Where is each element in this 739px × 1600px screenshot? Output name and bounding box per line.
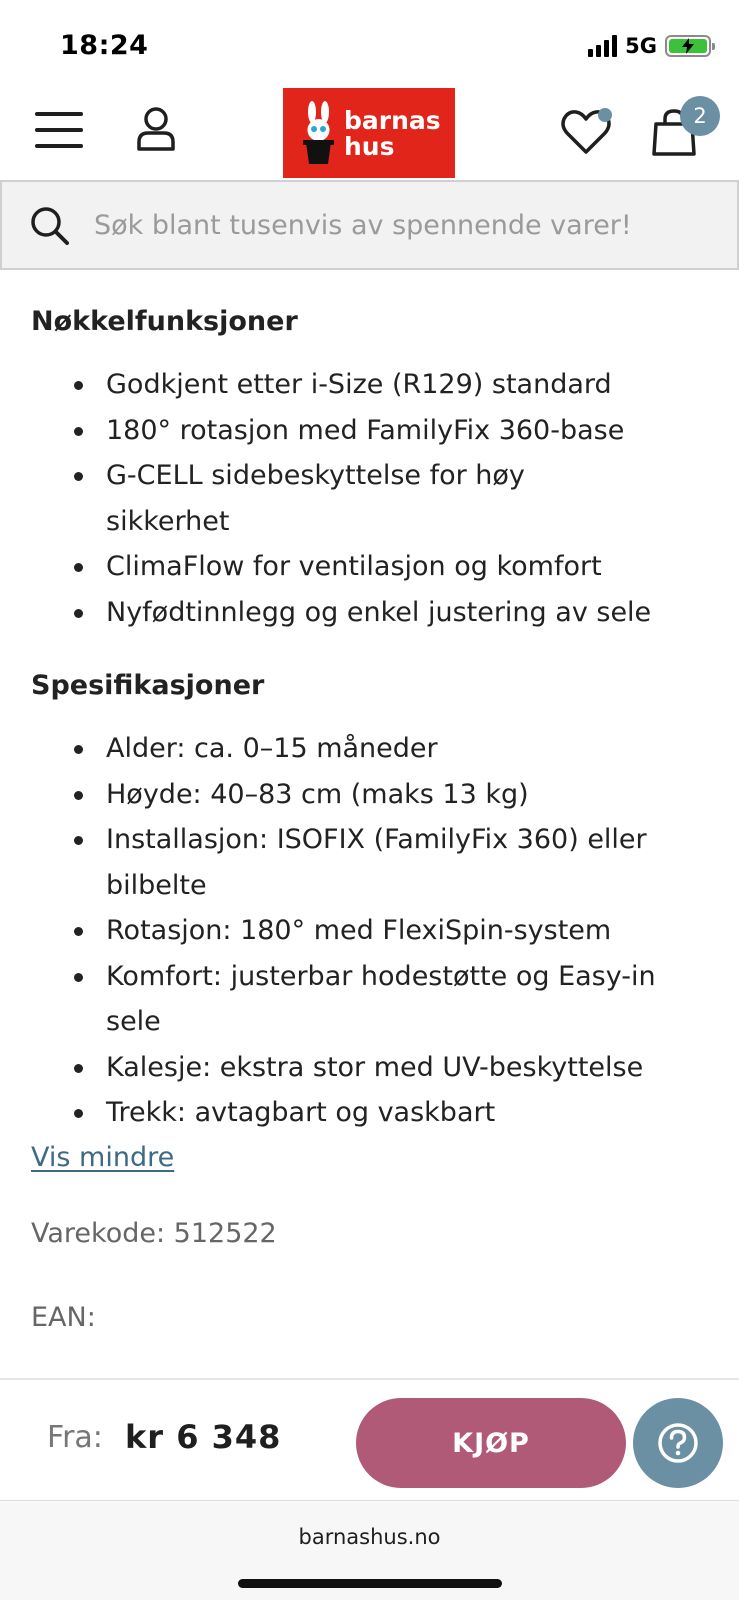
list-item: Alder: ca. 0–15 måneder [0, 726, 739, 772]
home-indicator[interactable] [238, 1579, 502, 1588]
logo-text [344, 108, 441, 160]
list-item: Rotasjon: 180° med FlexiSpin-system [0, 908, 739, 954]
status-indicators [588, 34, 711, 58]
purchase-bar [0, 1378, 739, 1500]
list-item: Komfort: justerbar hodestøtte og Easy-in sele [0, 954, 739, 1045]
logo-text-line2: hus [344, 132, 395, 161]
account-icon[interactable] [136, 106, 176, 152]
price-value: kr 6 348 [125, 1418, 282, 1456]
list-item: Trekk: avtagbart og vaskbart [0, 1090, 739, 1136]
ean-label: EAN: [31, 1302, 96, 1333]
list-item: Godkjent etter i-Size (R129) standard [0, 362, 739, 408]
show-less-link[interactable]: Vis mindre [31, 1142, 175, 1173]
product-code: Varekode: 512522 [31, 1218, 277, 1249]
search-bar [0, 180, 739, 270]
price-from-label: Fra: [47, 1420, 103, 1455]
help-button[interactable] [633, 1398, 723, 1488]
list-item: Nyfødtinnlegg og enkel justering av sele [0, 590, 739, 636]
wishlist-indicator-dot [598, 108, 612, 122]
search-input[interactable] [94, 182, 714, 268]
logo-text-line1: barnas [344, 106, 441, 135]
list-item: Installasjon: ISOFIX (FamilyFix 360) eller bilbelte [0, 817, 739, 908]
list-item: ClimaFlow for ventilasjon og komfort [0, 544, 739, 590]
key-features-list [0, 362, 739, 635]
site-header [0, 88, 739, 178]
cart-count-badge[interactable]: 2 [680, 96, 720, 136]
search-icon[interactable] [30, 206, 70, 246]
specifications-title: Spesifikasjoner [31, 670, 265, 701]
site-logo[interactable] [283, 88, 455, 178]
hamburger-menu-icon[interactable] [35, 112, 83, 148]
buy-button[interactable]: KJØP [356, 1398, 626, 1488]
bunny-logo-icon [301, 100, 337, 166]
status-bar [0, 0, 739, 90]
list-item: Høyde: 40–83 cm (maks 13 kg) [0, 772, 739, 818]
help-icon [656, 1421, 700, 1465]
browser-footer [0, 1500, 739, 1600]
list-item: G-CELL sidebeskyttelse for høy sikkerhet [0, 453, 739, 544]
battery-icon [665, 35, 711, 57]
network-type: 5G [625, 34, 657, 58]
key-features-title: Nøkkelfunksjoner [31, 306, 298, 337]
list-item: Kalesje: ekstra stor med UV-beskyttelse [0, 1045, 739, 1091]
browser-domain[interactable]: barnashus.no [298, 1525, 441, 1549]
status-time: 18:24 [60, 30, 149, 61]
list-item: 180° rotasjon med FamilyFix 360-base [0, 408, 739, 454]
specifications-list [0, 726, 739, 1136]
signal-icon [588, 35, 617, 57]
